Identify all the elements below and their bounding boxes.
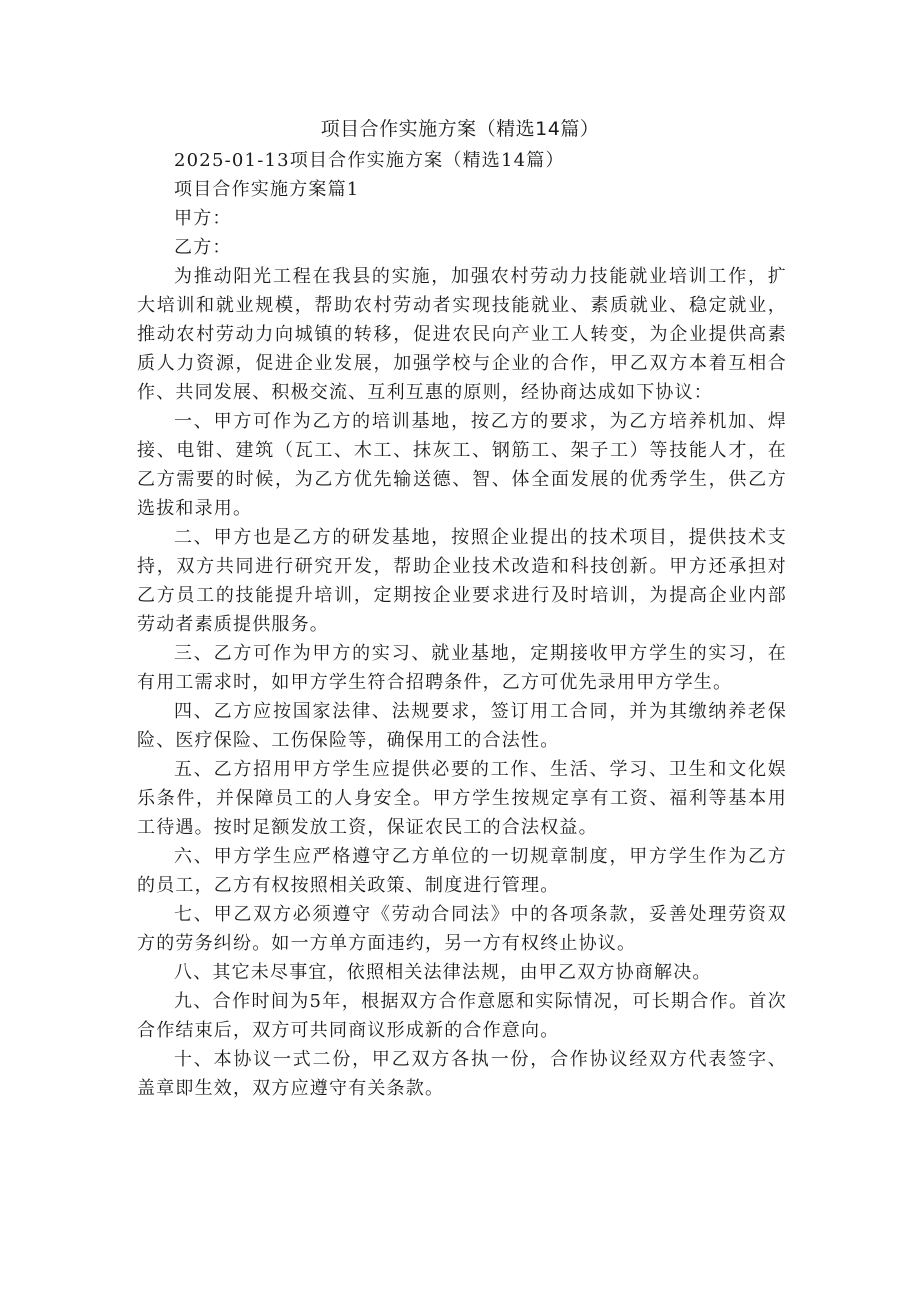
paragraph-clause-7: 七、甲乙双方必须遵守《劳动合同法》中的各项条款，妥善处理劳资双方的劳务纠纷。如一方单方面违约，另一方有权终止协议。 — [137, 904, 787, 954]
paragraph-clause-3: 三、乙方可作为甲方的实习、就业基地，定期接收甲方学生的实习，在有用工需求时，如甲方学生符合招聘条件，乙方可优先录用甲方学生。 — [137, 643, 787, 693]
paragraph-intro: 为推动阳光工程在我县的实施，加强农村劳动力技能就业培训工作，扩大培训和就业规模，帮助农村劳动者实现技能就业、素质就业、稳定就业，推动农村劳动力向城镇的转移，促进农民向产业工人转变，为企业提供高素质人力资源，促进企业发展，加强学校与企业的合作，甲乙双方本着互相合作、共同发展、积极交流、互利互惠的原则，经协商达成如下协议： — [137, 266, 787, 403]
document-title: 项目合作实施方案（精选14篇） — [320, 118, 600, 140]
paragraph-clause-1: 一、甲方可作为乙方的培训基地，按乙方的要求，为乙方培养机加、焊接、电钳、建筑（瓦工、木工、抹灰工、钢筋工、架子工）等技能人才，在乙方需要的时候，为乙方优先输送德、智、体全面发展的优秀学生，供乙方选拔和录用。 — [137, 411, 787, 519]
section-heading: 项目合作实施方案篇1 — [174, 179, 360, 200]
paragraph-clause-5: 五、乙方招用甲方学生应提供必要的工作、生活、学习、卫生和文化娱乐条件，并保障员工的人身安全。甲方学生按规定享有工资、福利等基本用工待遇。按时足额发放工资，保证农民工的合法权益。 — [137, 759, 787, 838]
paragraph-clause-2: 二、甲方也是乙方的研发基地，按照企业提出的技术项目，提供技术支持，双方共同进行研究开发，帮助企业技术改造和科技创新。甲方还承担对乙方员工的技能提升培训，定期按企业要求进行及时培训，为提高企业内部劳动者素质提供服务。 — [137, 527, 787, 635]
paragraph-clause-8: 八、其它未尽事宜，依照相关法律法规，由甲乙双方协商解决。 — [174, 962, 712, 983]
party-b-line: 乙方： — [174, 237, 232, 258]
paragraph-clause-4: 四、乙方应按国家法律、法规要求，签订用工合同，并为其缴纳养老保险、医疗保险、工伤保险等，确保用工的合法性。 — [137, 701, 787, 751]
document-body — [137, 146, 787, 1103]
date-line: 2025-01-13项目合作实施方案（精选14篇） — [174, 150, 565, 171]
party-a-line: 甲方： — [174, 208, 232, 229]
paragraph-clause-10: 十、本协议一式二份，甲乙双方各执一份，合作协议经双方代表签字、盖章即生效，双方应遵守有关条款。 — [137, 1049, 787, 1099]
paragraph-clause-6: 六、甲方学生应严格遵守乙方单位的一切规章制度，甲方学生作为乙方的员工，乙方有权按照相关政策、制度进行管理。 — [137, 846, 787, 896]
paragraph-clause-9: 九、合作时间为5年，根据双方合作意愿和实际情况，可长期合作。首次合作结束后，双方可共同商议形成新的合作意向。 — [137, 991, 787, 1041]
